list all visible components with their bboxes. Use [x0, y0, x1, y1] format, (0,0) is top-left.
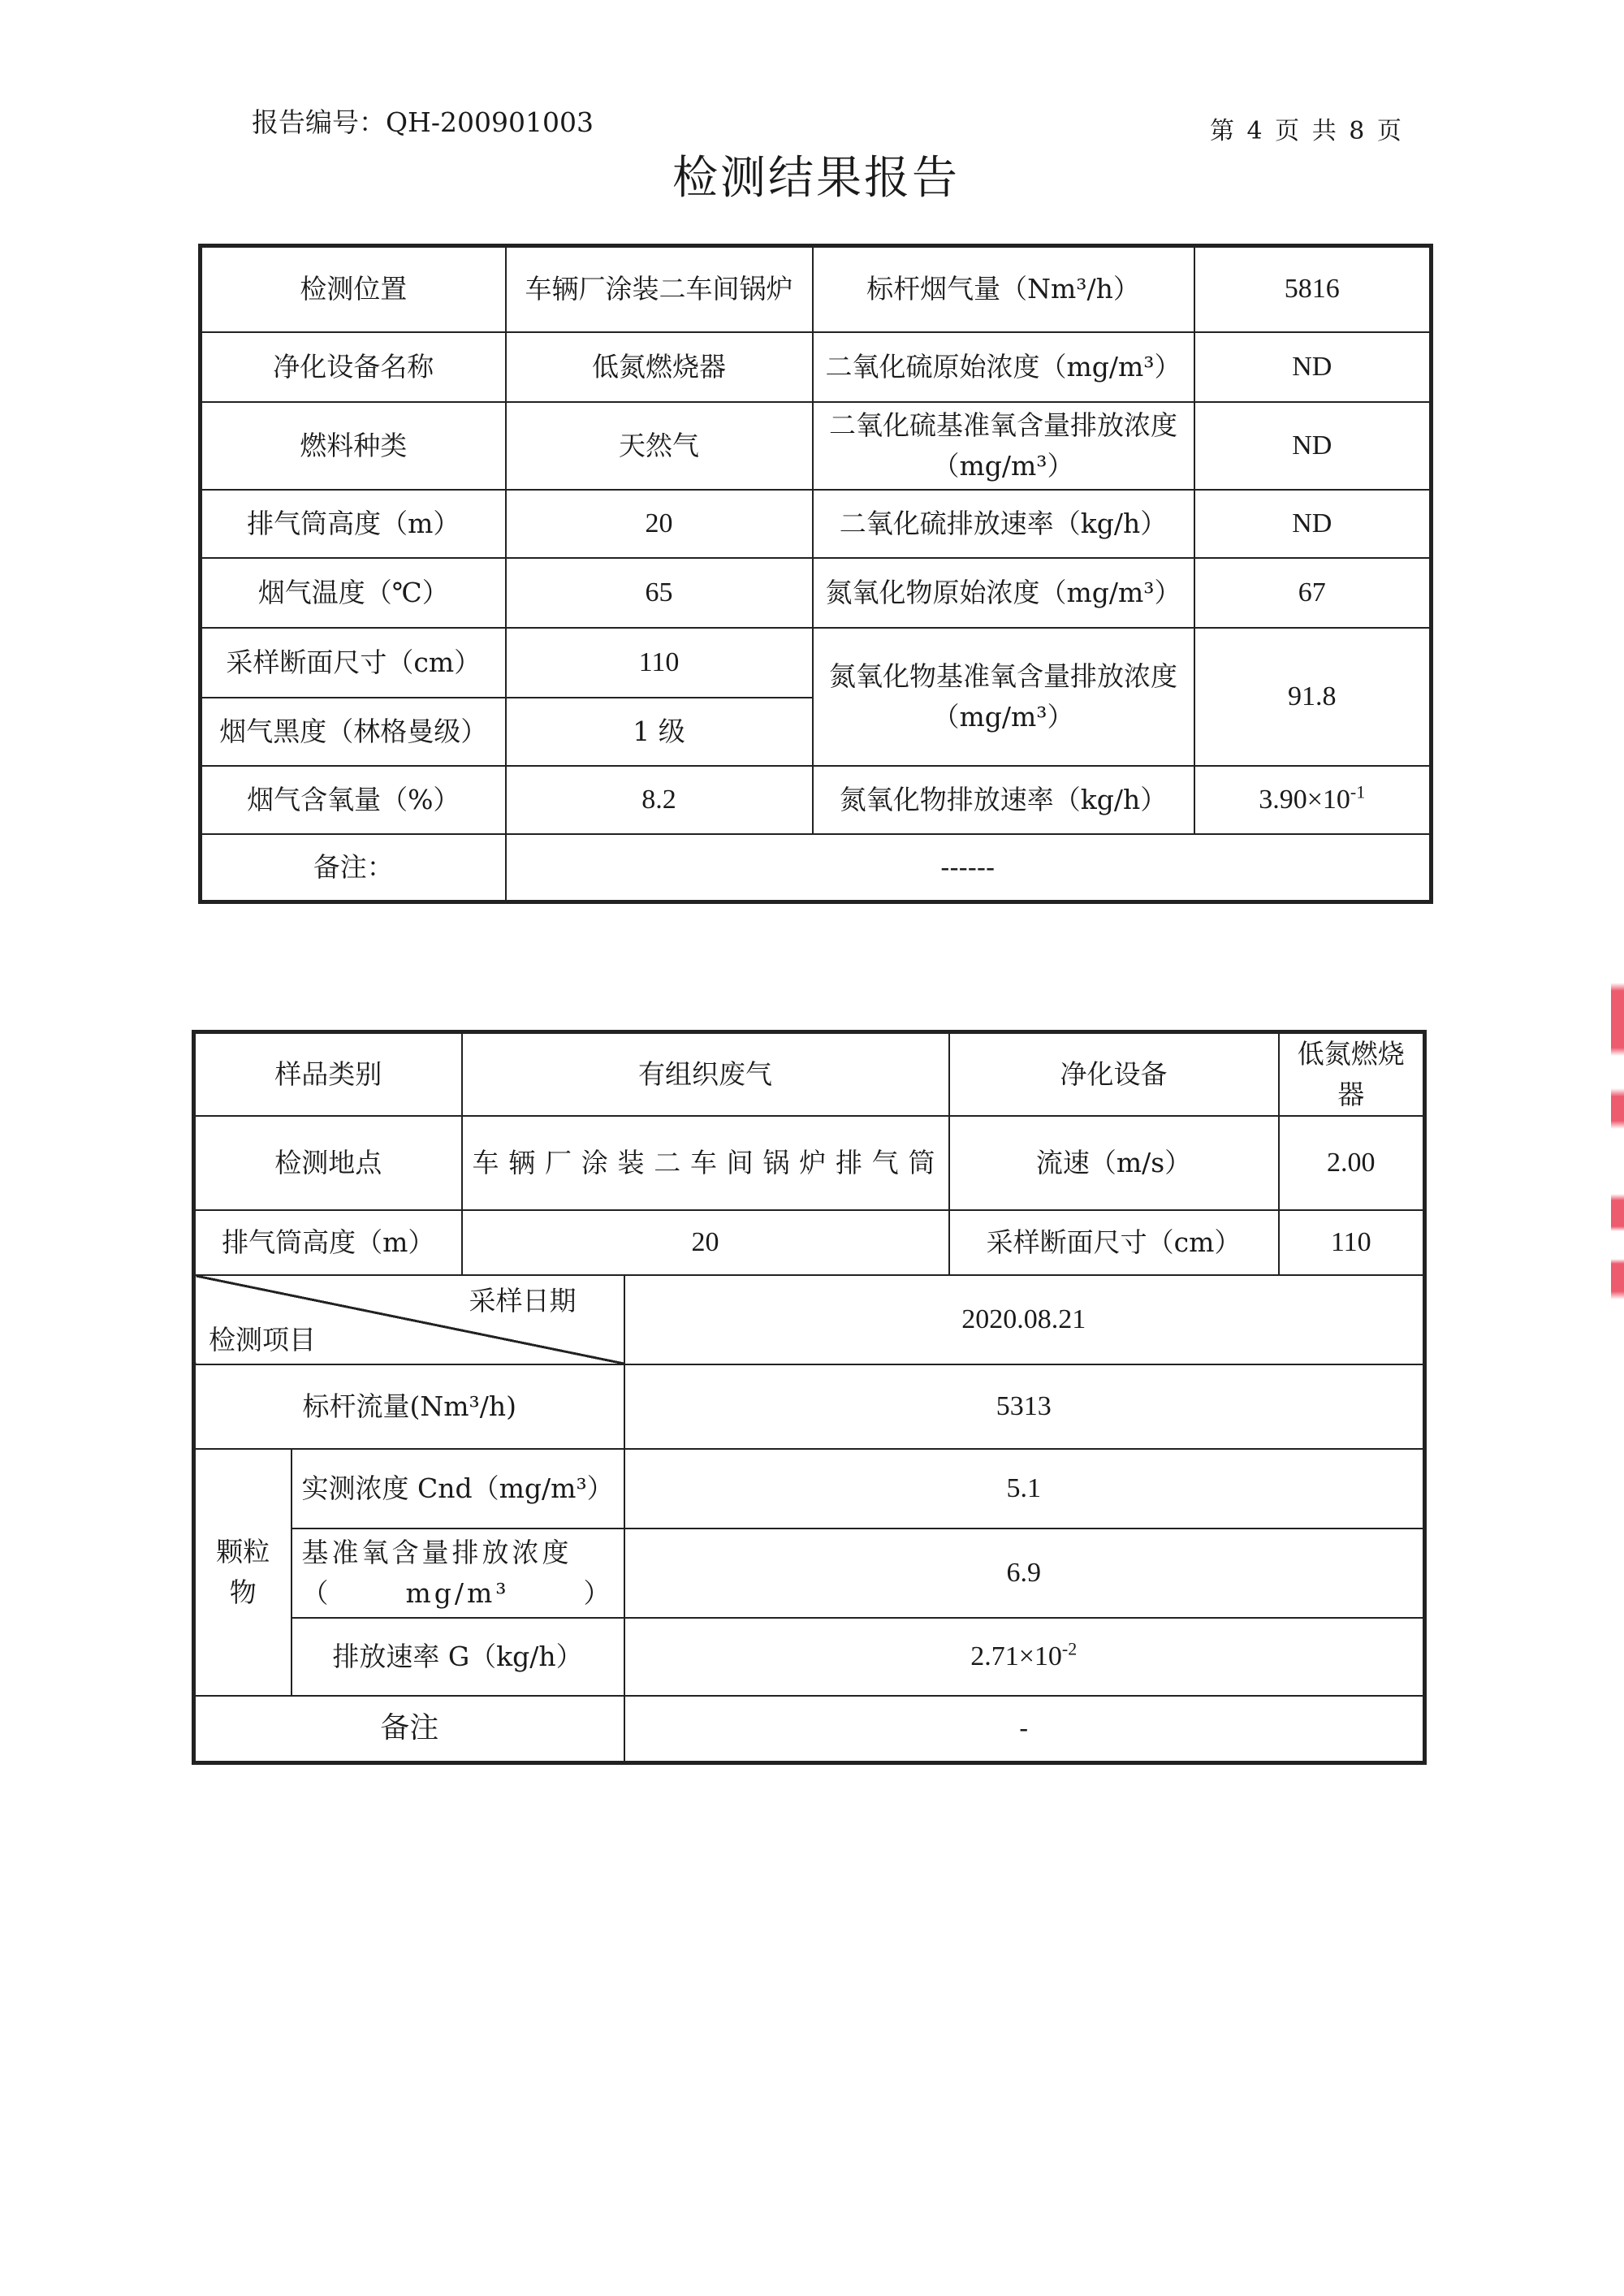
label-sampling-section-size: 采样断面尺寸（cm）	[201, 628, 506, 698]
table-row	[201, 402, 1432, 490]
label-location: 检测位置	[201, 246, 506, 332]
value-stack-height: 20	[462, 1210, 949, 1275]
label-sample-category: 样品类别	[194, 1032, 462, 1117]
label-nox-raw-concentration: 氮氧化物原始浓度（mg/m³）	[813, 558, 1194, 628]
value-nox-reference-concentration: 91.8	[1194, 628, 1432, 766]
label-measured-concentration: 实测浓度 Cnd（mg/m³）	[292, 1449, 624, 1529]
value-remark: -	[624, 1696, 1425, 1762]
page-number: 第 4 页 共 8 页	[1210, 117, 1402, 145]
table-row	[201, 558, 1432, 628]
label-standard-flow: 标杆流量(Nm³/h)	[194, 1364, 624, 1449]
label-so2-raw-concentration: 二氧化硫原始浓度（mg/m³）	[813, 332, 1194, 402]
value-emission-rate	[624, 1618, 1425, 1696]
value-ringelmann-blackness: 1 级	[506, 698, 813, 766]
table-row	[201, 766, 1432, 834]
label-flow-velocity: 流速（m/s）	[949, 1116, 1279, 1210]
label-purification-device: 净化设备名称	[201, 332, 506, 402]
value-reference-concentration: 6.9	[624, 1529, 1425, 1618]
table-row	[201, 246, 1432, 332]
label-reference-concentration: 基准氧含量排放浓度（mg/m³）	[292, 1529, 624, 1618]
value-purification-device: 低氮燃烧器	[1279, 1032, 1425, 1117]
table-row	[194, 1364, 1425, 1449]
label-so2-emission-rate: 二氧化硫排放速率（kg/h）	[813, 490, 1194, 558]
label-so2-reference-concentration: 二氧化硫基准氧含量排放浓度（mg/m³）	[813, 402, 1194, 490]
sampling-date-header: 采样日期	[469, 1285, 577, 1317]
label-flue-gas-temperature: 烟气温度（℃）	[201, 558, 506, 628]
rate-exponent: -2	[1061, 1638, 1078, 1659]
table-row	[201, 834, 1432, 902]
value-remark: ------	[506, 834, 1432, 902]
test-item-header: 检测项目	[209, 1324, 316, 1356]
page-title: 检测结果报告	[672, 152, 960, 205]
value-so2-raw-concentration: ND	[1194, 332, 1432, 402]
value-oxygen-content: 8.2	[506, 766, 813, 834]
rate-base: 3.90×10	[1259, 784, 1350, 815]
value-so2-emission-rate: ND	[1194, 490, 1432, 558]
value-measured-concentration: 5.1	[624, 1449, 1425, 1529]
value-sample-category: 有组织废气	[462, 1032, 949, 1117]
label-fuel-type: 燃料种类	[201, 402, 506, 490]
report-number: 报告编号：QH-200901003	[252, 106, 594, 138]
value-standard-flow: 5313	[624, 1364, 1425, 1449]
diagonal-header-cell	[194, 1275, 624, 1364]
label-nox-emission-rate: 氮氧化物排放速率（kg/h）	[813, 766, 1194, 834]
label-standard-flue-gas-volume: 标杆烟气量（Nm³/h）	[813, 246, 1194, 332]
table-row	[201, 332, 1432, 402]
label-stack-height: 排气筒高度（m）	[201, 490, 506, 558]
label-purification-device: 净化设备	[949, 1032, 1279, 1117]
table-row	[194, 1696, 1425, 1762]
rate-exponent: -1	[1350, 781, 1366, 802]
table-row	[194, 1618, 1425, 1696]
sampling-date-value: 2020.08.21	[624, 1275, 1425, 1364]
table-row	[194, 1210, 1425, 1275]
value-so2-reference-concentration: ND	[1194, 402, 1432, 490]
table-row	[194, 1529, 1425, 1618]
label-emission-rate: 排放速率 G（kg/h）	[292, 1618, 624, 1696]
label-nox-reference-concentration: 氮氧化物基准氧含量排放浓度（mg/m³）	[813, 628, 1194, 766]
value-standard-flue-gas-volume: 5816	[1194, 246, 1432, 332]
table-row	[201, 628, 1432, 698]
value-location: 车辆厂涂装二车间锅炉	[506, 246, 813, 332]
red-seal-stamp-edge	[1611, 983, 1624, 1308]
label-oxygen-content: 烟气含氧量（%）	[201, 766, 506, 834]
value-fuel-type: 天然气	[506, 402, 813, 490]
value-sampling-section-size: 110	[1279, 1210, 1425, 1275]
rate-base: 2.71×10	[970, 1641, 1062, 1671]
label-remark: 备注	[194, 1696, 624, 1762]
table-row	[201, 490, 1432, 558]
particulate-emission-table	[192, 1030, 1427, 1765]
value-flow-velocity: 2.00	[1279, 1116, 1425, 1210]
particulate-group-label: 颗粒物	[194, 1449, 292, 1696]
value-nox-emission-rate	[1194, 766, 1432, 834]
value-purification-device: 低氮燃烧器	[506, 332, 813, 402]
table-row	[194, 1275, 1425, 1364]
table-row	[194, 1116, 1425, 1210]
label-sampling-location: 检测地点	[194, 1116, 462, 1210]
table-row	[194, 1449, 1425, 1529]
value-sampling-location: 车辆厂涂装二车间锅炉排气筒	[462, 1116, 949, 1210]
label-remark: 备注：	[201, 834, 506, 902]
value-stack-height: 20	[506, 490, 813, 558]
value-nox-raw-concentration: 67	[1194, 558, 1432, 628]
value-sampling-section-size: 110	[506, 628, 813, 698]
label-sampling-section-size: 采样断面尺寸（cm）	[949, 1210, 1279, 1275]
boiler-emission-table	[198, 244, 1433, 904]
table-row	[194, 1032, 1425, 1117]
value-flue-gas-temperature: 65	[506, 558, 813, 628]
label-stack-height: 排气筒高度（m）	[194, 1210, 462, 1275]
label-ringelmann-blackness: 烟气黑度（林格曼级）	[201, 698, 506, 766]
